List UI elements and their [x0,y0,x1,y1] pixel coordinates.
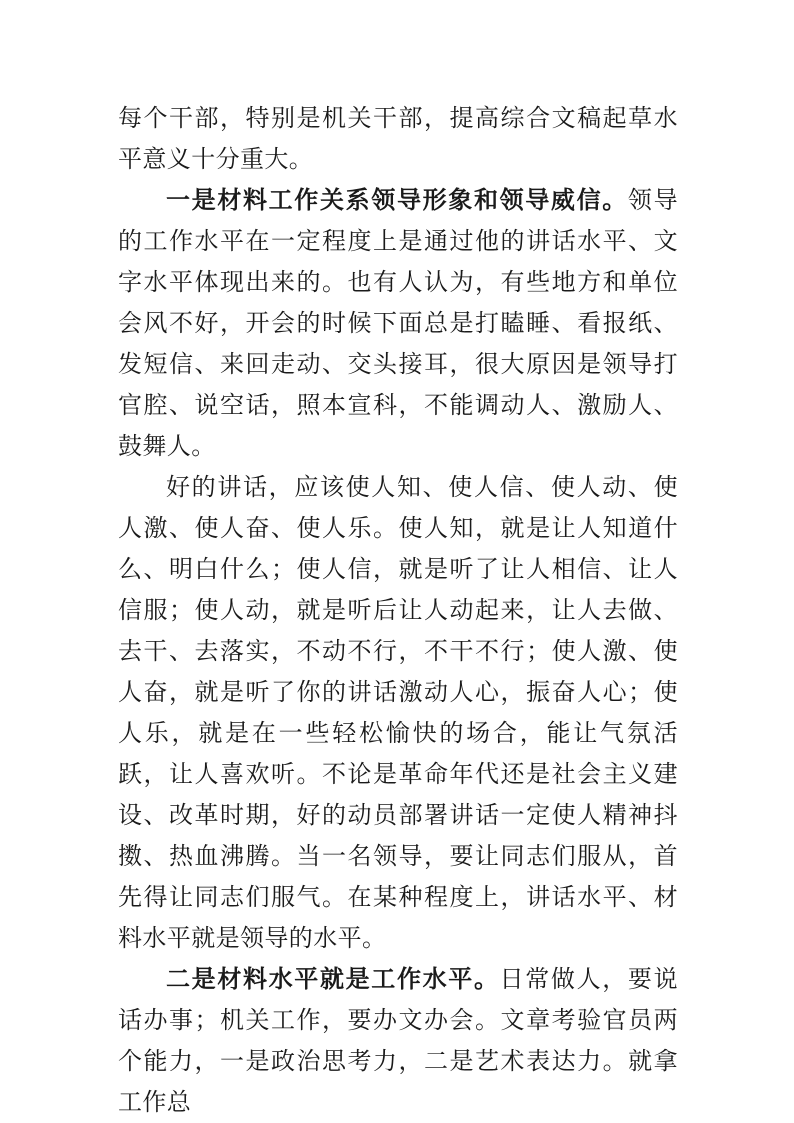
paragraph-1 [118,98,678,180]
paragraph-4-text: 日常做人，要说话办事；机关工作，要办文办会。文章考验官员两个能力，一是政治思考力，二是艺术表达力。就拿工作总 [118,965,678,1116]
document-body [118,98,678,1123]
paragraph-4-lead: 二是材料水平就是工作水平。 [166,965,500,993]
paragraph-3-text: 好的讲话，应该使人知、使人信、使人动、使人激、使人奋、使人乐。使人知，就是让人知道什么、明白什么；使人信，就是听了让人相信、让人信服；使人动，就是听后让人动起来，让人去做、去干、去落实，不动不行，不干不行；使人激、使人奋，就是听了你的讲话激动人心，振奋人心；使人乐，就是在一些轻松愉快的场合，能让气氛活跃，让人喜欢听。不论是革命年代还是社会主义建设、改革时期，好的动员部署讲话一定使人精神抖擞、热血沸腾。当一名领导，要让同志们服从，首先得让同志们服气。在某种程度上，讲话水平、材料水平就是领导的水平。 [118,473,678,952]
paragraph-2-text: 领导的工作水平在一定程度上是通过他的讲话水平、文字水平体现出来的。也有人认为，有些地方和单位会风不好，开会的时候下面总是打瞌睡、看报纸、发短信、来回走动、交头接耳，很大原因是领导打官腔、说空话，照本宣科，不能调动人、激励人、鼓舞人。 [118,186,678,460]
paragraph-1-text: 每个干部，特别是机关干部，提高综合文稿起草水平意义十分重大。 [118,104,678,173]
paragraph-3 [118,467,678,959]
paragraph-2-lead: 一是材料工作关系领导形象和领导威信。 [166,186,628,214]
paragraph-2 [118,180,678,467]
paragraph-4 [118,959,678,1123]
